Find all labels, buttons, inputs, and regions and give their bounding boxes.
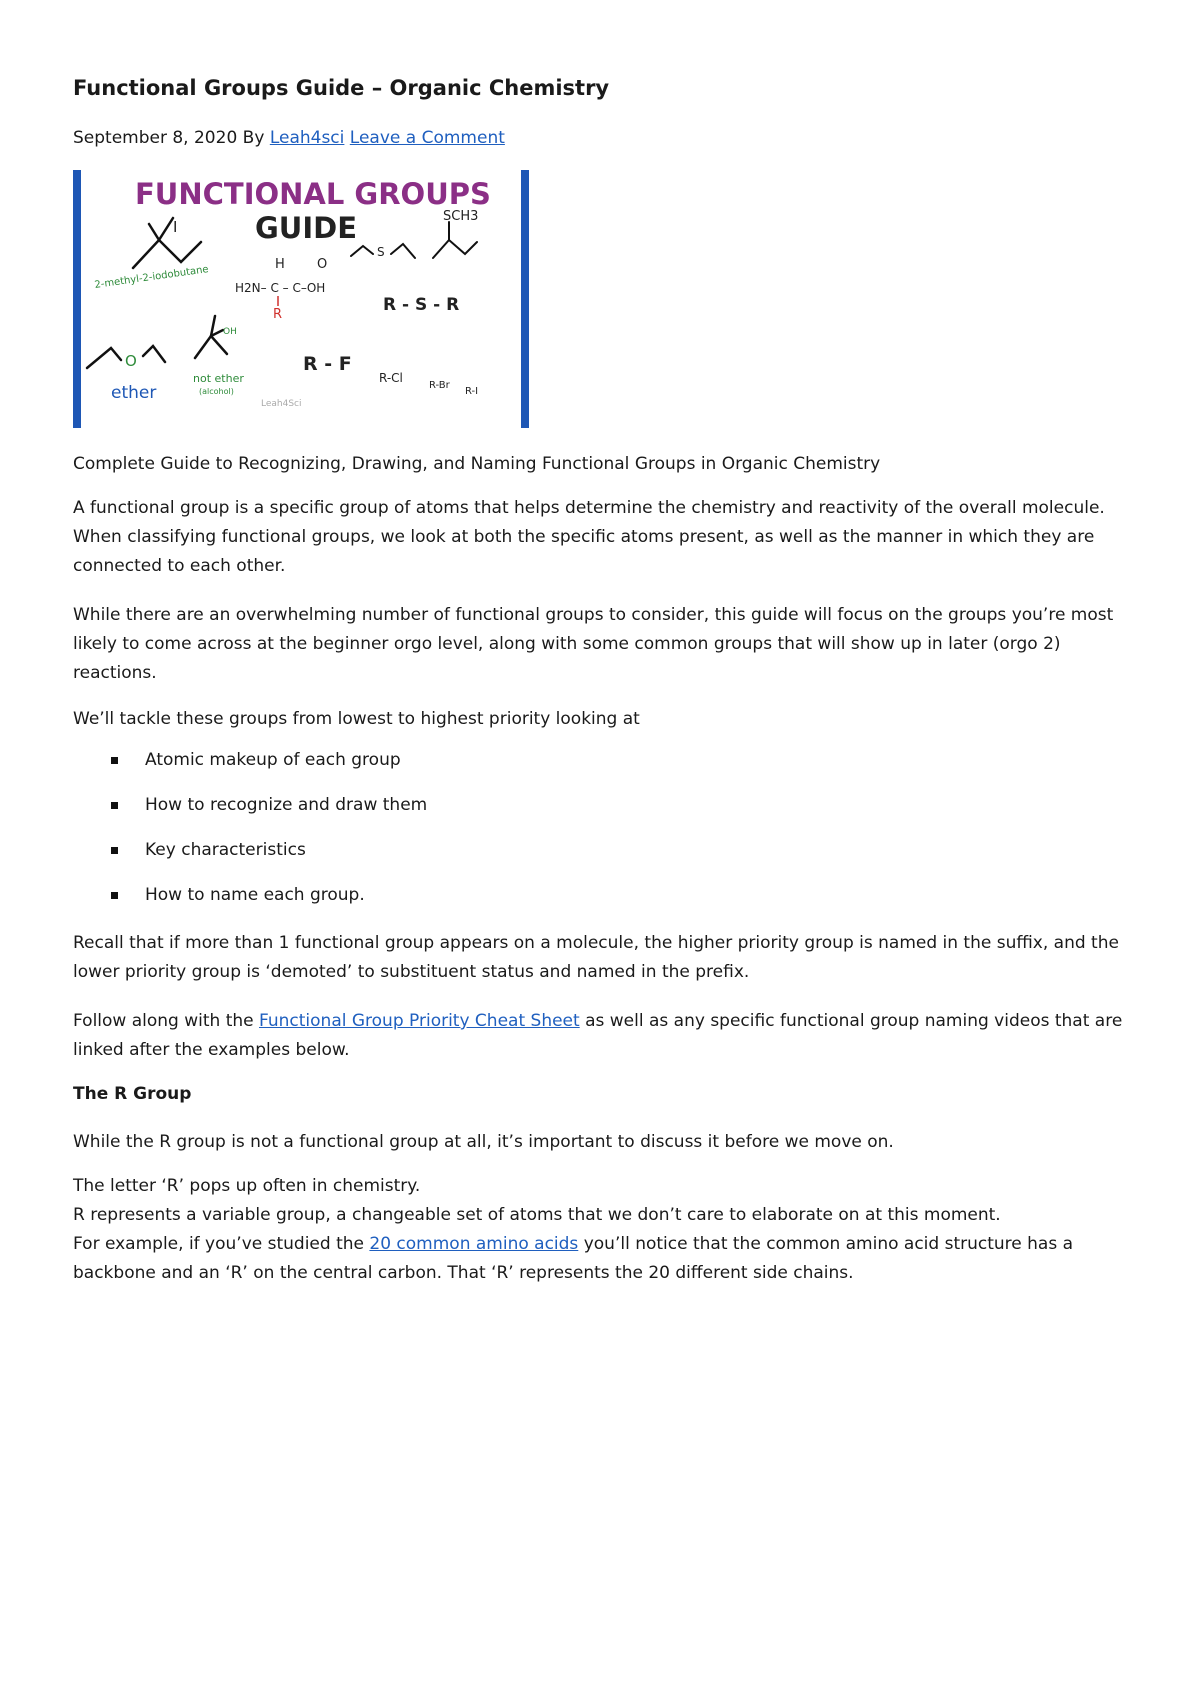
r-group-heading: The R Group	[73, 1084, 192, 1104]
r-line-2: R represents a variable group, a changeable set of atoms that we don’t care to elaborate on at this moment.	[73, 1205, 1001, 1225]
tackle-paragraph: We’ll tackle these groups from lowest to highest priority looking at	[73, 709, 640, 729]
functional-groups-hero-image	[73, 170, 529, 428]
amino-r-label: R	[273, 307, 283, 322]
iodobutane-name: 2-methyl-2-iodobutane	[93, 264, 210, 291]
r-line-3-before: For example, if you’ve studied the	[73, 1234, 364, 1254]
iodo-label: I	[173, 218, 178, 236]
rf-label: R - F	[303, 353, 352, 375]
rbr-label: R-Br	[429, 380, 450, 391]
follow-after: as well as any specific functional group naming videos that are linked after the examples below.	[73, 1011, 1123, 1060]
s-chain-label: S	[377, 245, 385, 259]
intro-paragraph: A functional group is a specific group of atoms that helps determine the chemistry and reactivity of the overall molecule. When classifying functional groups, we look at both the specific atoms present, as well as the manner in which they are connected to each other.	[73, 498, 1105, 576]
r-group-details	[73, 1172, 1133, 1288]
r-line-1: The letter ‘R’ pops up often in chemistry.	[73, 1176, 421, 1196]
alcohol-label: (alcohol)	[199, 387, 234, 396]
hero-heading-line1: FUNCTIONAL GROUPS	[135, 177, 491, 211]
by-label: By	[242, 128, 265, 148]
not-ether-label: not ether	[193, 372, 244, 385]
list-item: How to name each group.	[111, 883, 427, 928]
amino-acids-link[interactable]: 20 common amino acids	[369, 1234, 579, 1254]
post-date: September 8, 2020	[73, 128, 238, 148]
list-item: Atomic makeup of each group	[111, 748, 427, 793]
follow-paragraph	[73, 1007, 1133, 1065]
amino-o-label: O	[317, 257, 328, 272]
follow-before: Follow along with the	[73, 1011, 254, 1031]
bullet-icon	[111, 892, 118, 899]
image-caption: Complete Guide to Recognizing, Drawing, and Naming Functional Groups in Organic Chemistry	[73, 454, 881, 474]
frame-left-bar	[73, 170, 81, 428]
bullet-icon	[111, 802, 118, 809]
rsr-label: R - S - R	[383, 295, 460, 315]
comment-link[interactable]: Leave a Comment	[349, 128, 505, 148]
oh-label: OH	[223, 327, 237, 337]
cheat-sheet-link[interactable]: Functional Group Priority Cheat Sheet	[259, 1011, 580, 1031]
r-group-paragraph: While the R group is not a functional group at all, it’s important to discuss it before we move on.	[73, 1132, 894, 1152]
list-item: How to recognize and draw them	[111, 793, 427, 838]
amino-backbone-label: H2N– C – C–OH	[235, 281, 326, 295]
list-item: Key characteristics	[111, 838, 427, 883]
post-meta	[73, 128, 505, 148]
overview-paragraph: While there are an overwhelming number of functional groups to consider, this guide will focus on the groups you’re most likely to come across at the beginner orgo level, along with some common groups that will show up in later (orgo 2) reactions.	[73, 605, 1114, 683]
watermark-label: Leah4Sci	[261, 399, 302, 409]
rcl-label: R-Cl	[379, 371, 403, 385]
ether-label: ether	[111, 383, 157, 403]
ri-label: R-I	[465, 386, 479, 397]
page-title: Functional Groups Guide – Organic Chemistry	[73, 76, 610, 100]
amino-h-label: H	[275, 257, 285, 272]
hero-heading-line2: GUIDE	[255, 211, 358, 245]
bullet-icon	[111, 757, 118, 764]
topic-list	[111, 748, 427, 928]
bullet-icon	[111, 847, 118, 854]
ether-o-label: O	[125, 352, 137, 370]
author-link[interactable]: Leah4sci	[269, 128, 345, 148]
frame-right-bar	[521, 170, 529, 428]
r-line-3-after: you’ll notice that the common amino acid structure has a backbone and an ‘R’ on the central carbon. That ‘R’ represents the 20 different side chains.	[73, 1234, 1074, 1283]
recall-paragraph: Recall that if more than 1 functional group appears on a molecule, the higher priority group is named in the suffix, and the lower priority group is ‘demoted’ to substituent status and named in the prefix.	[73, 933, 1119, 982]
sch3-label: SCH3	[443, 209, 479, 224]
